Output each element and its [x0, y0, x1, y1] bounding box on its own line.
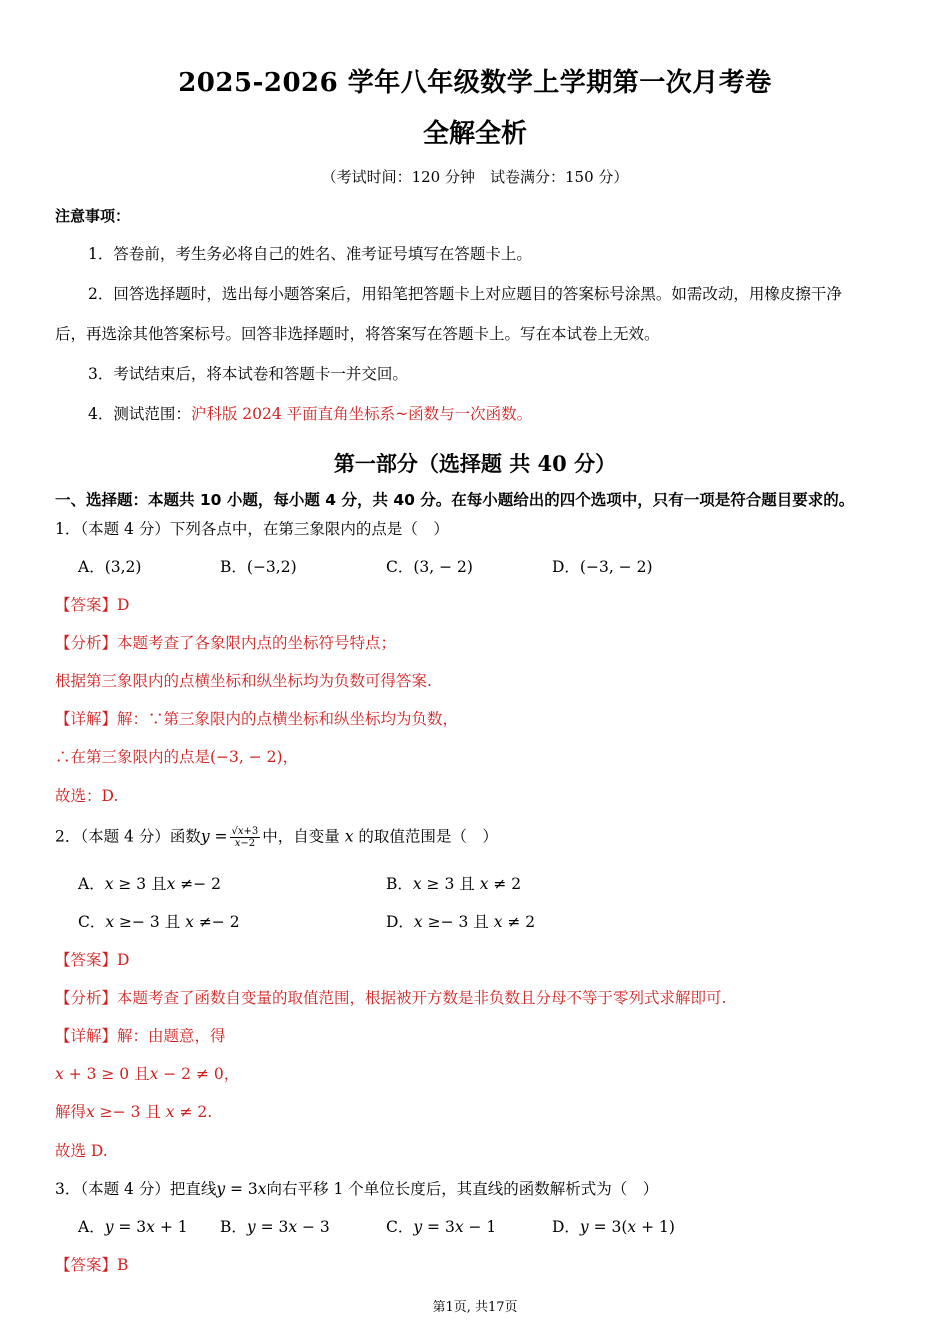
q1-option-b: B．(−3,2)	[220, 558, 297, 576]
notice-item-4-prefix: 4．测试范围：	[88, 405, 191, 423]
q1-detail-line-2: ∴在第三象限内的点是(−3, − 2)，	[55, 748, 299, 766]
q1-stem: 1．（本题 4 分）下列各点中，在第三象限内的点是（ ）	[55, 520, 449, 538]
q2-option-d: D．𝑥 ≥− 3 且 𝑥 ≠ 2	[386, 913, 536, 931]
q2-analysis: 【分析】本题考查了函数自变量的取值范围，根据被开方数是非负数且分母不等于零列式求解即可.	[55, 989, 727, 1007]
q3-option-b: B．𝑦 = 3𝑥 − 3	[220, 1218, 330, 1236]
notice-item-4	[88, 407, 532, 423]
q2-fraction-numerator: √𝑥+3	[231, 826, 259, 837]
section-title: 第一部分（选择题 共 40 分）	[333, 451, 617, 476]
notice-item-1: 1．答卷前，考生务必将自己的姓名、准考证号填写在答题卡上。	[88, 245, 532, 263]
q2-detail-line-1: 【详解】解：由题意，得	[55, 1027, 226, 1045]
exam-info: （考试时间：120 分钟 试卷满分：150 分）	[321, 168, 629, 186]
notice-item-4-scope: 沪科版 2024 平面直角坐标系~函数与一次函数。	[190, 405, 533, 423]
q3-stem: 3．（本题 4 分）把直线𝑦 = 3𝑥向右平移 1 个单位长度后，其直线的函数解析式为（ ）	[55, 1180, 659, 1198]
q2-option-b: B．𝑥 ≥ 3 且 𝑥 ≠ 2	[386, 875, 522, 893]
q1-detail-line-3: 故选：D.	[55, 787, 119, 805]
q3-option-d: D．𝑦 = 3(𝑥 + 1)	[552, 1218, 675, 1236]
q2-stem-y: 𝑦 =	[200, 827, 228, 846]
q2-stem	[55, 826, 498, 849]
q3-answer: 【答案】B	[55, 1256, 129, 1274]
exam-subtitle: 全解全析	[422, 119, 527, 149]
q2-stem-prefix: 2．（本题 4 分）函数	[55, 827, 201, 846]
exam-title: 2025-2026 学年八年级数学上学期第一次月考卷	[178, 68, 772, 98]
q1-answer: 【答案】D	[55, 596, 130, 614]
notice-item-2-line-2: 后，再选涂其他答案标号。回答非选择题时，将答案写在答题卡上。写在本试卷上无效。	[55, 325, 660, 343]
notice-item-3: 3．考试结束后，将本试卷和答题卡一并交回。	[88, 365, 408, 383]
q3-option-c: C．𝑦 = 3𝑥 − 1	[386, 1218, 497, 1236]
q1-option-c: C．(3, − 2)	[386, 558, 473, 576]
q2-fraction-denominator: 𝑥−2	[234, 838, 256, 849]
q1-analysis-line-1: 【分析】本题考查了各象限内点的坐标符号特点；	[55, 634, 397, 652]
q1-option-a: A．(3,2)	[78, 558, 142, 576]
q2-option-c: C．𝑥 ≥− 3 且 𝑥 ≠− 2	[78, 913, 240, 931]
notice-heading: 注意事项：	[55, 207, 131, 225]
q2-detail-line-3: 解得𝑥 ≥− 3 且 𝑥 ≠ 2.	[55, 1103, 213, 1121]
q2-stem-suffix: 中，自变量 𝑥 的取值范围是（ ）	[262, 827, 498, 846]
q1-detail-line-1: 【详解】解：∵第三象限内的点横坐标和纵坐标均为负数，	[55, 710, 459, 728]
q2-answer: 【答案】D	[55, 951, 130, 969]
section-instruction: 一、选择题：本题共 10 小题，每小题 4 分，共 40 分。在每小题给出的四个选项中，只有一项是符合题目要求的。	[55, 491, 855, 509]
q1-analysis-line-2: 根据第三象限内的点横坐标和纵坐标均为负数可得答案.	[55, 672, 432, 690]
q2-detail-line-4: 故选 D.	[55, 1142, 108, 1160]
q2-option-a: A．𝑥 ≥ 3 且𝑥 ≠− 2	[78, 875, 221, 893]
page-number: 第1页, 共17页	[432, 1300, 518, 1315]
q2-detail-line-2: 𝑥 + 3 ≥ 0 且𝑥 − 2 ≠ 0，	[55, 1065, 240, 1083]
q3-option-a: A．𝑦 = 3𝑥 + 1	[78, 1218, 188, 1236]
q2-fraction	[230, 826, 261, 849]
notice-item-2-line-1: 2．回答选择题时，选出每小题答案后，用铅笔把答题卡上对应题目的答案标号涂黑。如需改动，用橡皮擦干净	[88, 285, 842, 303]
q1-option-d: D．(−3, − 2)	[552, 558, 653, 576]
